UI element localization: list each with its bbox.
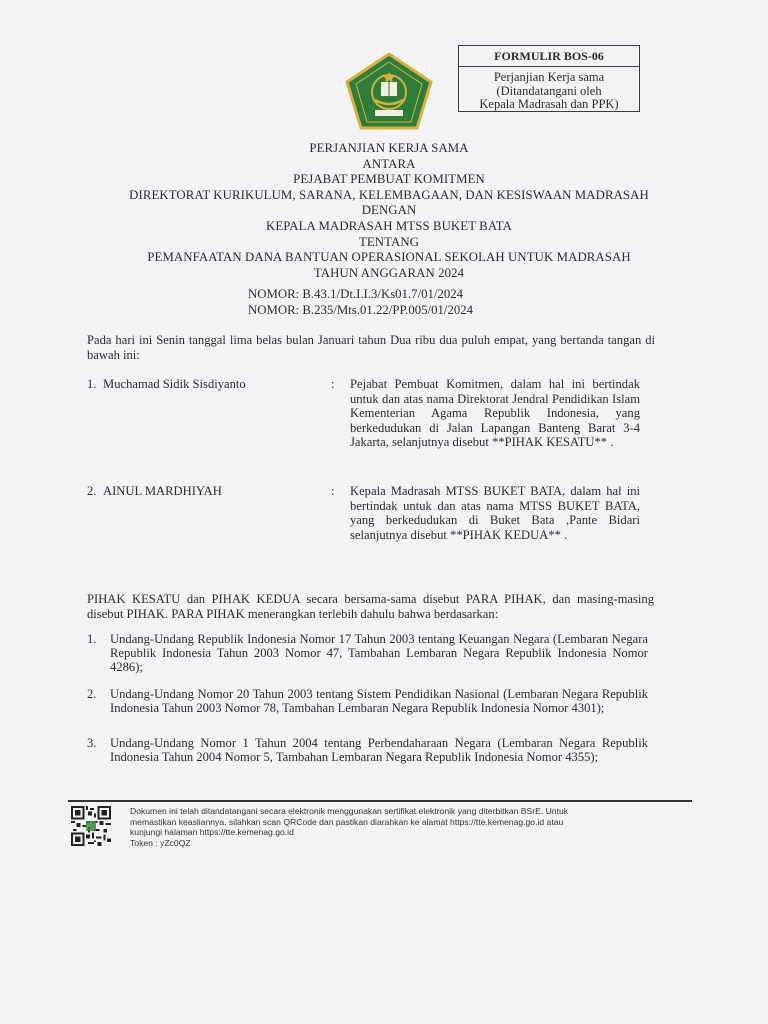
agreement-heading xyxy=(80,141,698,281)
form-code-line: Kepala Madrasah dan PPK) xyxy=(479,97,619,111)
list-text: Undang-Undang Republik Indonesia Nomor 17 Tahun 2003 tentang Keuangan Negara (Lembaran Negara Republik Indonesia Tahun 2003 Nomor 47, Tambahan Lembaran Negara Republik Indonesia Nomor 4286); xyxy=(110,632,648,674)
heading-line: PEMANFAATAN DANA BANTUAN OPERASIONAL SEKOLAH UNTUK MADRASAH xyxy=(147,250,631,265)
party-name: AINUL MARDHIYAH xyxy=(103,484,222,498)
party-number: 1. xyxy=(87,377,97,391)
form-code-line: Perjanjian Kerja sama xyxy=(493,70,605,84)
form-code-title: FORMULIR BOS-06 xyxy=(459,46,639,67)
list-number: 1. xyxy=(87,632,97,646)
intro-paragraph: Pada hari ini Senin tanggal lima belas bulan Januari tahun Dua ribu dua puluh empat, yang bertanda tangan di bawah ini: xyxy=(87,333,655,362)
qr-code-icon xyxy=(70,806,112,846)
party-colon: : xyxy=(331,484,335,498)
list-text: Undang-Undang Nomor 20 Tahun 2003 tentang Sistem Pendidikan Nasional (Lembaran Negara Republik Indonesia Tahun 2003 Nomor 78, Tambahan Lembaran Negara Republik Indonesia Nomor 4301); xyxy=(110,687,648,715)
heading-line: TAHUN ANGGARAN 2024 xyxy=(313,265,465,280)
footer-line: kunjungi halaman https://tte.kemenag.go.id xyxy=(130,827,294,837)
form-code-line: (Ditandatangani oleh xyxy=(496,83,602,98)
document-number: NOMOR: B.235/Mts.01.22/PP.005/01/2024 xyxy=(248,302,474,317)
heading-line: PEJABAT PEMBUAT KOMITMEN xyxy=(293,172,485,187)
party-name: Muchamad Sidik Sisdiyanto xyxy=(103,377,246,391)
document-number: NOMOR: B.43.1/Dt.I.I.3/Ks01.7/01/2024 xyxy=(248,287,464,301)
list-number: 2. xyxy=(87,687,97,701)
party-description: Kepala Madrasah MTSS BUKET BATA, dalam hal ini bertindak untuk dan atas nama MTSS BUKET BATA, yang berkedudukan di Buket Bata ,Pante Bidari selanjutnya disebut **PIHAK KEDUA** . xyxy=(350,484,640,542)
form-code-box xyxy=(458,45,640,112)
heading-line: TENTANG xyxy=(358,234,420,249)
kemenag-emblem-icon xyxy=(345,52,433,130)
footer-token: Token : yZc0QZ xyxy=(130,837,191,848)
party-number: 2. xyxy=(87,484,97,498)
footer-line: memastikan keasliannya, silahkan scan QRCode dan pastikan diarahkan ke alamat https://tte.kemenag.go.id atau xyxy=(130,816,564,827)
heading-line: PERJANJIAN KERJA SAMA xyxy=(309,141,469,155)
e-signature-notice xyxy=(130,806,670,848)
heading-line: ANTARA xyxy=(362,156,416,171)
party-colon: : xyxy=(331,377,335,391)
heading-line: KEPALA MADRASAH MTSS BUKET BATA xyxy=(266,218,512,233)
heading-line: DENGAN xyxy=(361,203,417,218)
list-number: 3. xyxy=(87,736,97,750)
party-description: Pejabat Pembuat Komitmen, dalam hal ini bertindak untuk dan atas nama Direktorat Jendral Pendidikan Islam Kementerian Agama Republik Indonesia, yang berkedudukan di Jalan Lapangan Banteng Barat 3-4 Jakarta, selanjutnya disebut **PIHAK KESATU** . xyxy=(350,377,640,449)
recital-paragraph: PIHAK KESATU dan PIHAK KEDUA secara bersama-sama disebut PARA PIHAK, dan masing-masing disebut PIHAK. PARA PIHAK menerangkan terlebih dahulu bahwa berdasarkan: xyxy=(87,592,654,621)
list-text: Undang-Undang Nomor 1 Tahun 2004 tentang Perbendaharaan Negara (Lembaran Negara Republik Indonesia Tahun 2004 Nomor 5, Tambahan Lembaran Negara Republik Indonesia Nomor 4355); xyxy=(110,736,648,764)
heading-line: DIREKTORAT KURIKULUM, SARANA, KELEMBAGAAN, DAN KESISWAAN MADRASAH xyxy=(129,187,649,202)
document-numbers xyxy=(248,287,473,318)
footer-divider xyxy=(68,800,692,802)
footer-line: Dokumen ini telah ditandatangani secara elektronik menggunakan sertifikat elektronik yang diterbitkan BSrE. Untuk xyxy=(130,806,569,816)
